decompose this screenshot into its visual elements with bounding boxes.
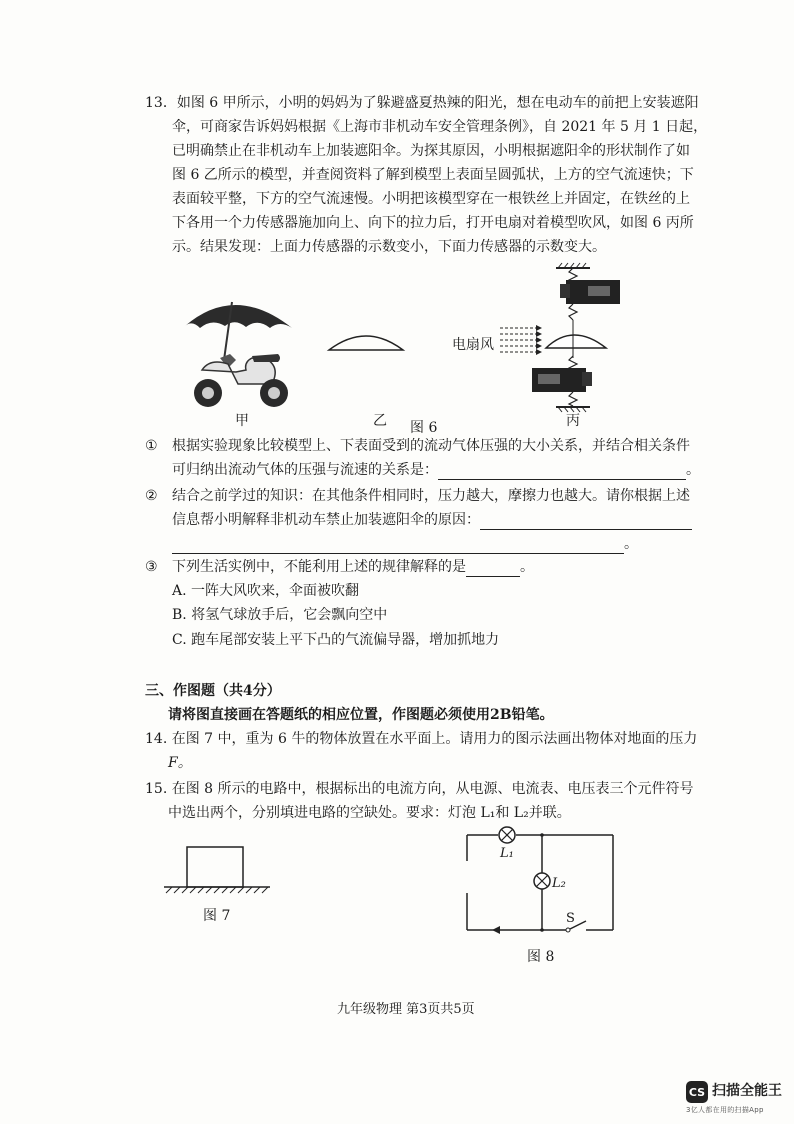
sub1-prompt: 可归纳出流动气体的压强与流速的关系是： [172,462,438,478]
fig8-label-s: S [566,911,575,926]
section-instruction: 请将图直接画在答题纸的相应位置，作图题必须使用2B铅笔。 [168,707,554,723]
camscanner-brand: 扫描全能王 [712,1083,782,1099]
q14-line-2: F。 [168,755,192,771]
fig7-block-on-ground [160,843,275,895]
q15-line-2: 中选出两个，分别填进电路的空缺处。要求：灯泡 L₁和 L₂并联。 [168,805,571,821]
sub2-line-3 [172,534,638,554]
sub3-line [172,557,534,577]
option-c: C. 跑车尾部安装上平下凸的气流偏导器，增加抓地力 [172,632,500,648]
fig6-label-bing: 丙 [566,413,580,429]
q13-line-6: 下各用一个力传感器施加向上、向下的拉力后，打开电扇对着模型吹风，如图 6 丙所 [172,215,694,231]
option-a: A. 一阵大风吹来，伞面被吹翻 [172,583,360,599]
fig8-label-l2: L₂ [552,876,566,891]
camscanner-tagline: 3亿人都在用的扫描App [686,1106,764,1114]
airfoil-model-figure [326,328,406,356]
sub3-number: ③ [145,559,158,575]
page-footer: 九年级物理 第3页共5页 [337,1002,475,1017]
fig6-fan-label: 电扇风 [452,337,494,353]
sub1-answer-blank[interactable] [438,465,686,480]
q14-line-1: 14. 在图 7 中，重为 6 牛的物体放置在水平面上。请用力的图示法画出物体对地面的压力 [145,731,698,747]
section-title: 三、作图题（共4分） [145,683,281,699]
fig6-label-jia: 甲 [235,413,249,429]
fig6-label-yi: 乙 [373,413,387,429]
sub2-prompt: 信息帮小明解释非机动车禁止加装遮阳伞的原因： [172,512,480,528]
sub3-answer-blank[interactable] [466,562,520,577]
q15-line-1: 15. 在图 8 所示的电路中，根据标出的电流方向，从电源、电流表、电压表三个元件符号 [145,781,694,797]
camscanner-logo-icon: CS [686,1081,708,1103]
q13-line-7: 示。结果发现：上面力传感器的示数变小，下面力传感器的示数变大。 [172,239,606,255]
sensor-setup-figure [498,260,638,415]
sub2-line-1: 结合之前学过的知识：在其他条件相同时，压力越大，摩擦力也越大。请你根据上述 [172,488,690,504]
sub2-line-2 [172,510,692,530]
fig8-circuit [460,823,620,938]
q13-line-2: 伞，可商家告诉妈妈根据《上海市非机动车安全管理条例》，自 2021 年 5 月 1 日起， [172,119,708,135]
q13-line-3: 已明确禁止在非机动车上加装遮阳伞。为探其原因，小明根据遮阳伞的形状制作了如 [172,143,690,159]
sub1-end-mark: 。 [686,462,700,478]
q13-line-4: 图 6 乙所示的模型，并查阅资料了解到模型上表面呈圆弧状，上方的空气流速快；下 [172,167,694,183]
sub3-end-mark: 。 [520,559,534,575]
fig8-label-l1: L₁ [500,846,514,861]
sub3-prompt: 下列生活实例中，不能利用上述的规律解释的是 [172,559,466,575]
sub1-line-1: 根据实验现象比较模型上、下表面受到的流动气体压强的大小关系，并结合相关条件 [172,438,690,454]
fig7-caption: 图 7 [203,908,231,924]
sub1-number: ① [145,438,158,454]
sub2-number: ② [145,488,158,504]
sub2-end-mark: 。 [624,536,638,552]
fig6-caption: 图 6 [410,420,438,436]
option-b: B. 将氢气球放手后，它会飘向空中 [172,607,388,623]
q13-line-1: 13．如图 6 甲所示，小明的妈妈为了躲避盛夏热辣的阳光，想在电动车的前把上安装遮阳 [145,95,699,111]
sub2-answer-blank-2[interactable] [172,539,624,554]
scooter-umbrella-figure [180,288,300,413]
q13-line-5: 表面较平整，下方的空气流速慢。小明把该模型穿在一根铁丝上并固定，在铁丝的上 [172,191,690,207]
sub1-line-2 [172,460,700,480]
sub2-answer-blank-1[interactable] [480,515,692,530]
fig8-caption: 图 8 [527,949,555,965]
